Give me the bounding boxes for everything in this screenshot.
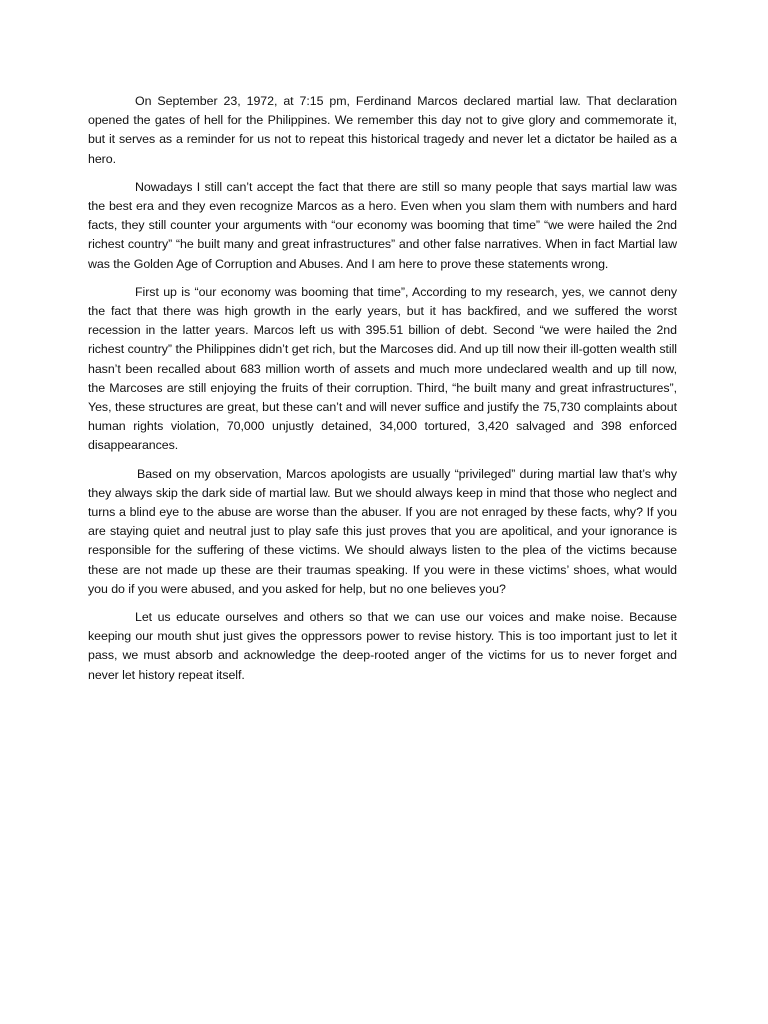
paragraph-martial-law-declaration: On September 23, 1972, at 7:15 pm, Ferdinand Marcos declared martial law. That declaration opened the gates of hell for the Philippines. We remember this day not to give glory and commemorate it, but it serves as a reminder for us not to repeat this historical tragedy and never let a dictator be hailed as a hero. <box>88 94 677 166</box>
paragraph-false-narratives: Nowadays I still can’t accept the fact that there are still so many people that says martial law was the best era and they even recognize Marcos as a hero. Even when you slam them with numbers and hard facts, they still counter your arguments with “our economy was booming that time” “we were hailed the 2nd richest country” “he built many and great infrastructures” and other false narratives. When in fact Martial law was the Golden Age of Corruption and Abuses. And I am here to prove these statements wrong. <box>88 179 677 271</box>
essay-body <box>88 92 677 694</box>
paragraph-conclusion: Let us educate ourselves and others so that we can use our voices and make noise. Because keeping our mouth shut just gives the oppressors power to revise history. This is too important just to let it pass, we must absorb and acknowledge the deep-rooted anger of the victims for us to never forget and never let history repeat itself. <box>88 610 677 682</box>
paragraph-counter-arguments: First up is “our economy was booming that time”, According to my research, yes, we cannot deny the fact that there was high growth in the early years, but it has backfired, and we suffered the worst recession in the latter years. Marcos left us with 395.51 billion of debt. Second “we were hailed the 2nd richest country” the Philippines didn’t get rich, but the Marcoses did. And up till now their ill-gotten wealth still hasn’t been recalled about 683 million worth of assets and much more undeclared wealth and up till now, the Marcoses are still enjoying the fruits of their corruption. Third, “he built many and great infrastructures”, Yes, these structures are great, but these can’t and will never suffice and justify the 75,730 complaints about human rights violation, 70,000 unjustly detained, 34,000 tortured, 3,420 salvaged and 398 enforced disappearances. <box>88 284 677 453</box>
paragraph-marcos-apologists: Based on my observation, Marcos apologists are usually “privileged” during martial law that’s why they always skip the dark side of martial law. But we should always keep in mind that those who neglect and turns a blind eye to the abuse are worse than the abuser. If you are not enraged by these facts, why? If you are staying quiet and neutral just to play safe this just proves that you are apolitical, and your ignorance is responsible for the suffering of these victims. We should always listen to the plea of the victims because these are not made up these are their traumas speaking. If you were in these victims’ shoes, what would you do if you were abused, and you asked for help, but no one believes you? <box>88 466 677 596</box>
